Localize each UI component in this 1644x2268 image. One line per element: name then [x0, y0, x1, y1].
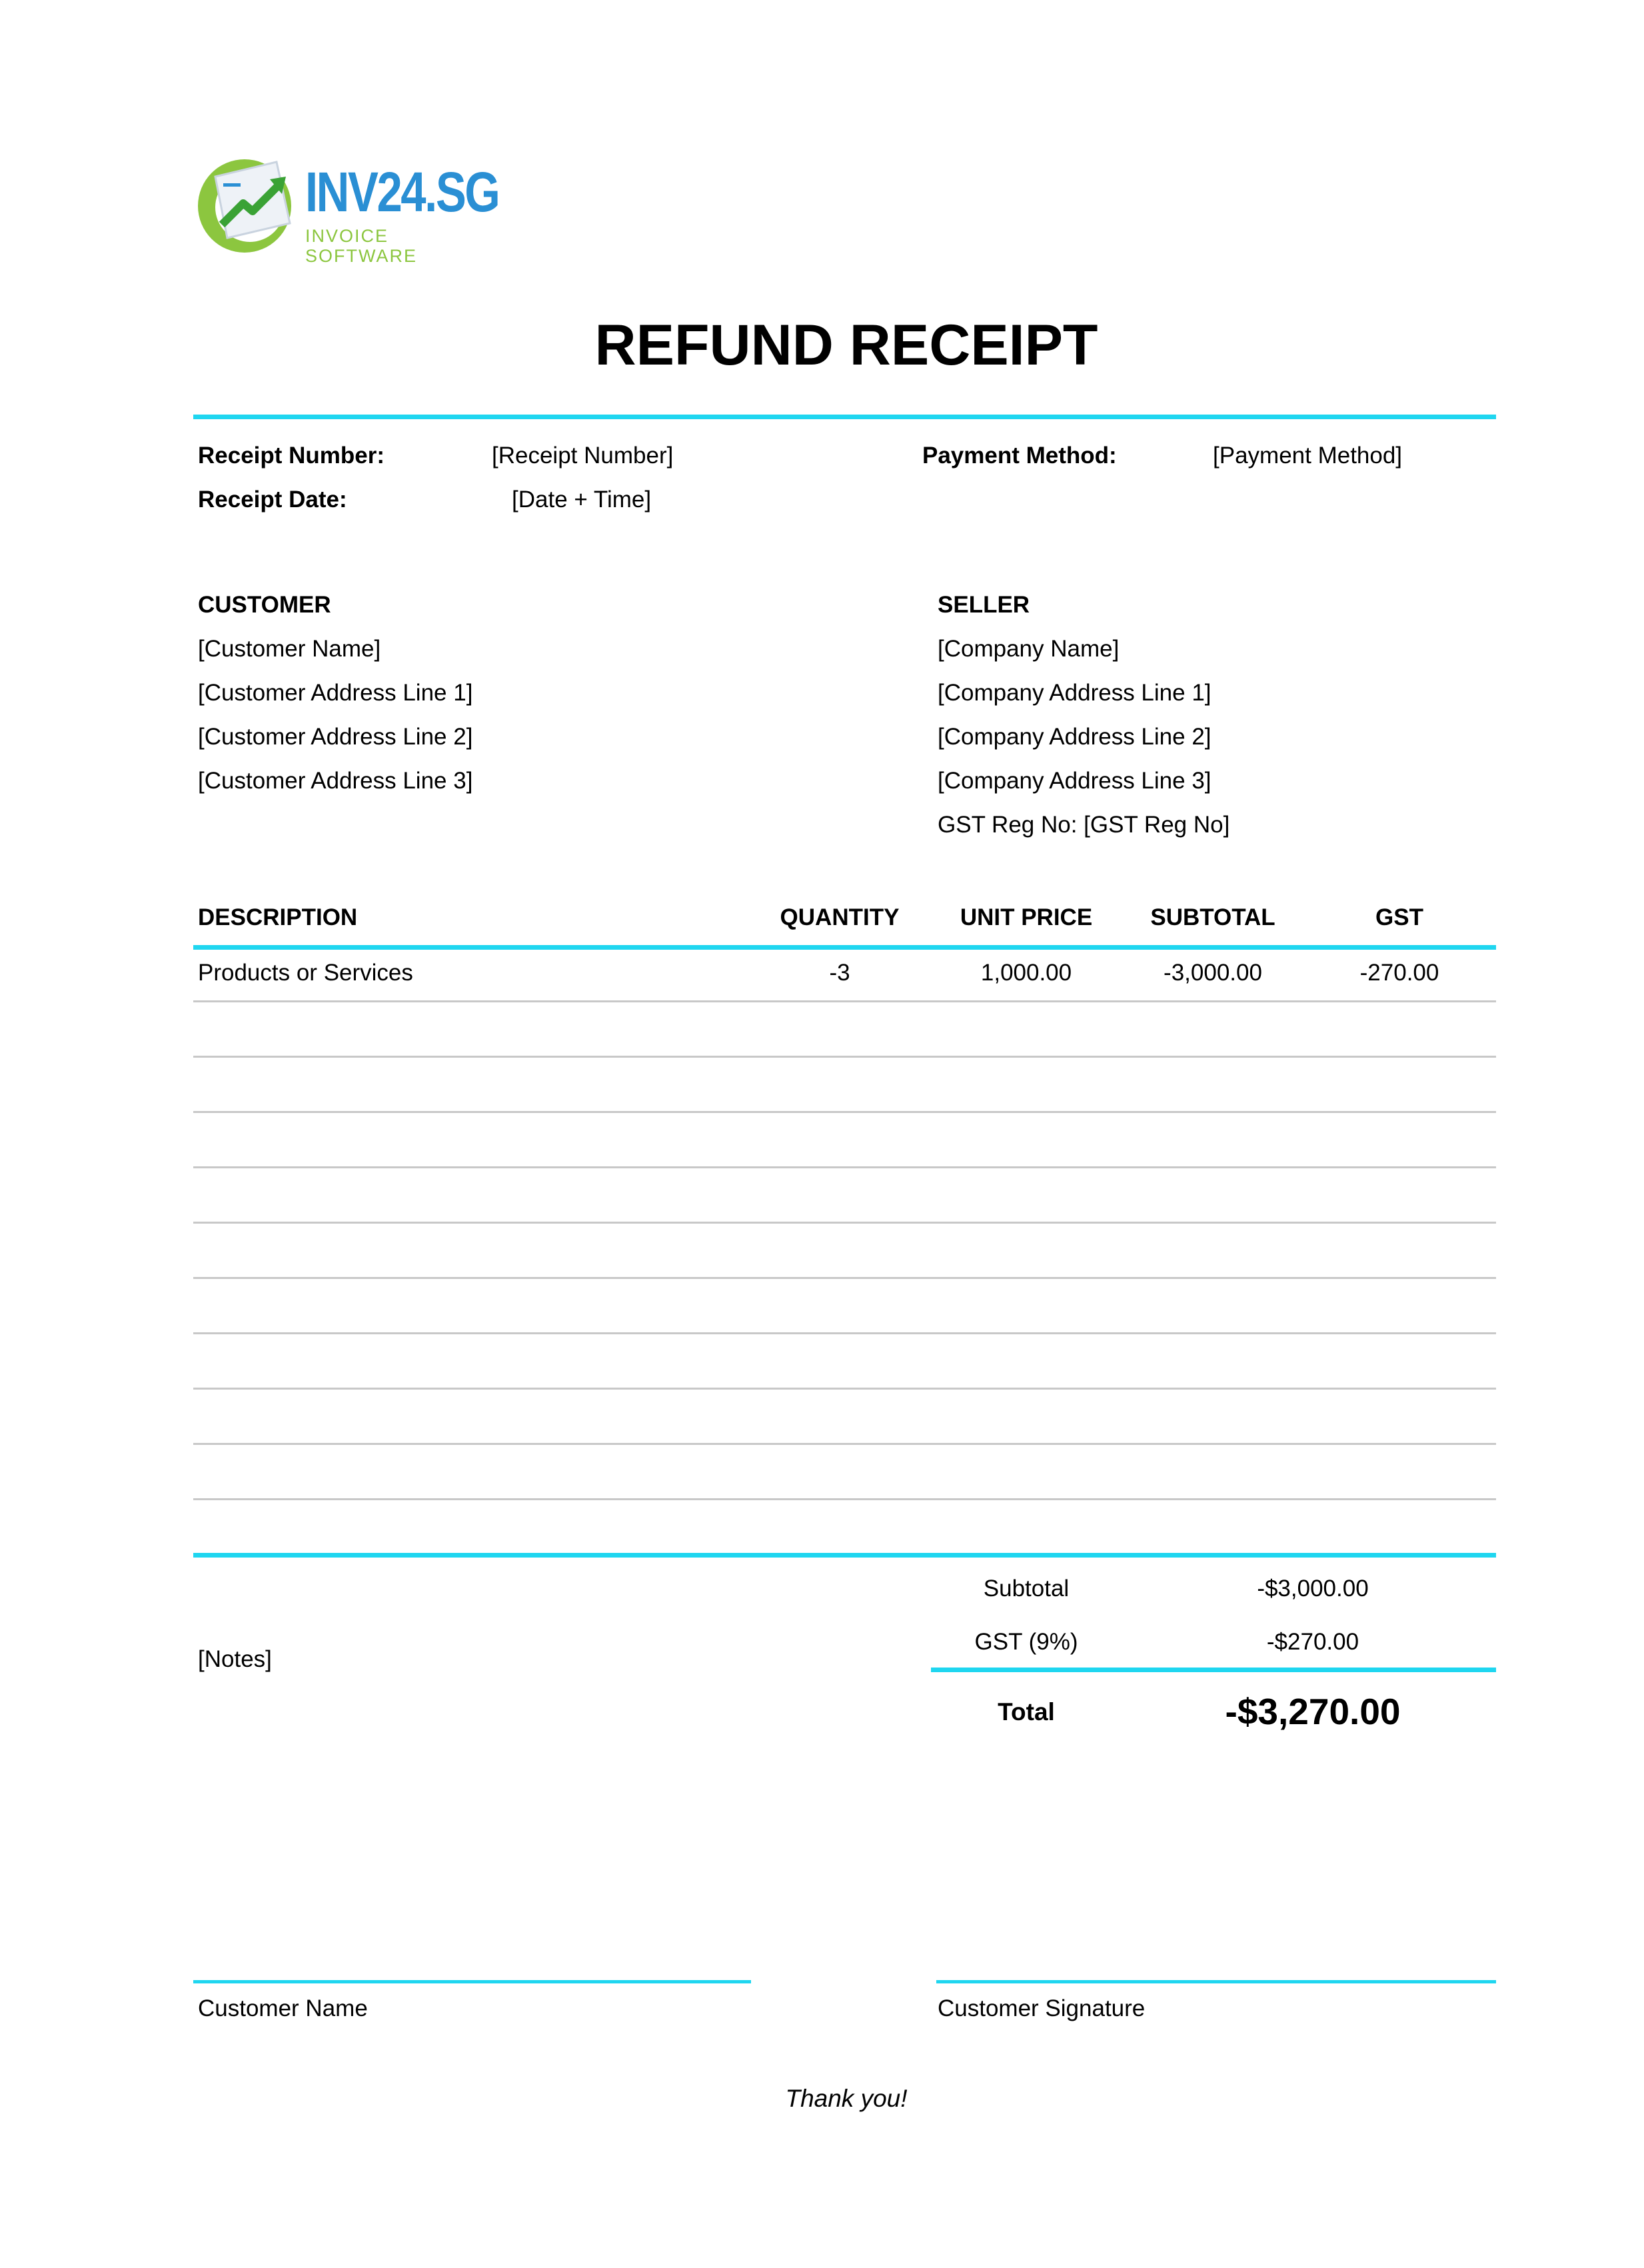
col-header-description: DESCRIPTION — [198, 904, 358, 930]
customer-signature-line — [936, 1980, 1496, 1983]
company-name: [Company Name] — [938, 636, 1120, 662]
col-header-subtotal: SUBTOTAL — [1150, 904, 1275, 930]
company-address-line-2: [Company Address Line 2] — [938, 724, 1212, 750]
row-description: Products or Services — [198, 960, 413, 986]
total-label: Total — [998, 1698, 1055, 1725]
table-row-line — [193, 1277, 1496, 1279]
receipt-date-label: Receipt Date: — [198, 487, 347, 513]
receipt-number-value: [Receipt Number] — [492, 443, 674, 469]
totals-divider — [931, 1668, 1496, 1672]
total-value: -$3,270.00 — [1225, 1691, 1401, 1732]
table-bottom-divider — [193, 1553, 1496, 1558]
page-title: REFUND RECEIPT — [594, 313, 1098, 377]
company-address-line-3: [Company Address Line 3] — [938, 768, 1212, 794]
table-row-line — [193, 1332, 1496, 1334]
col-header-unit-price: UNIT PRICE — [960, 904, 1093, 930]
company-address-line-1: [Company Address Line 1] — [938, 680, 1212, 706]
table-row-line — [193, 1498, 1496, 1500]
table-row-line — [193, 1388, 1496, 1390]
table-row-line — [193, 1111, 1496, 1113]
col-header-gst: GST — [1375, 904, 1423, 930]
gst-value: -$270.00 — [1266, 1629, 1359, 1655]
customer-address-line-3: [Customer Address Line 3] — [198, 768, 473, 794]
customer-name-line — [193, 1980, 751, 1983]
row-gst: -270.00 — [1359, 960, 1439, 986]
subtotal-value: -$3,000.00 — [1257, 1576, 1369, 1602]
table-row-line — [193, 1166, 1496, 1168]
table-row-line — [193, 1056, 1496, 1058]
gst-reg-no: GST Reg No: [GST Reg No] — [938, 812, 1230, 838]
customer-heading: CUSTOMER — [198, 592, 331, 618]
title-divider — [193, 415, 1496, 419]
table-row-line — [193, 1000, 1496, 1002]
subtotal-label: Subtotal — [983, 1576, 1070, 1602]
table-row-line — [193, 1222, 1496, 1224]
customer-name: [Customer Name] — [198, 636, 381, 662]
receipt-number-label: Receipt Number: — [198, 443, 385, 469]
logo-brand: INV24.SG — [305, 161, 499, 223]
table-row-line — [193, 1443, 1496, 1445]
customer-address-line-1: [Customer Address Line 1] — [198, 680, 473, 706]
col-header-quantity: QUANTITY — [780, 904, 900, 930]
logo-mark-icon — [197, 150, 303, 257]
gst-label: GST (9%) — [974, 1629, 1078, 1655]
table-header-divider — [193, 945, 1496, 950]
customer-signature-label: Customer Signature — [938, 1995, 1146, 2021]
customer-address-line-2: [Customer Address Line 2] — [198, 724, 473, 750]
payment-method-value: [Payment Method] — [1213, 443, 1403, 469]
row-quantity: -3 — [829, 960, 850, 986]
company-logo — [197, 150, 503, 266]
customer-name-label: Customer Name — [198, 1995, 368, 2021]
seller-heading: SELLER — [938, 592, 1030, 618]
row-unit-price: 1,000.00 — [980, 960, 1072, 986]
row-subtotal: -3,000.00 — [1164, 960, 1262, 986]
receipt-date-value: [Date + Time] — [512, 487, 652, 513]
payment-method-label: Payment Method: — [922, 443, 1117, 469]
logo-tagline: INVOICE SOFTWARE — [305, 226, 417, 266]
notes: [Notes] — [198, 1646, 272, 1672]
thank-you: Thank you! — [785, 2085, 908, 2112]
